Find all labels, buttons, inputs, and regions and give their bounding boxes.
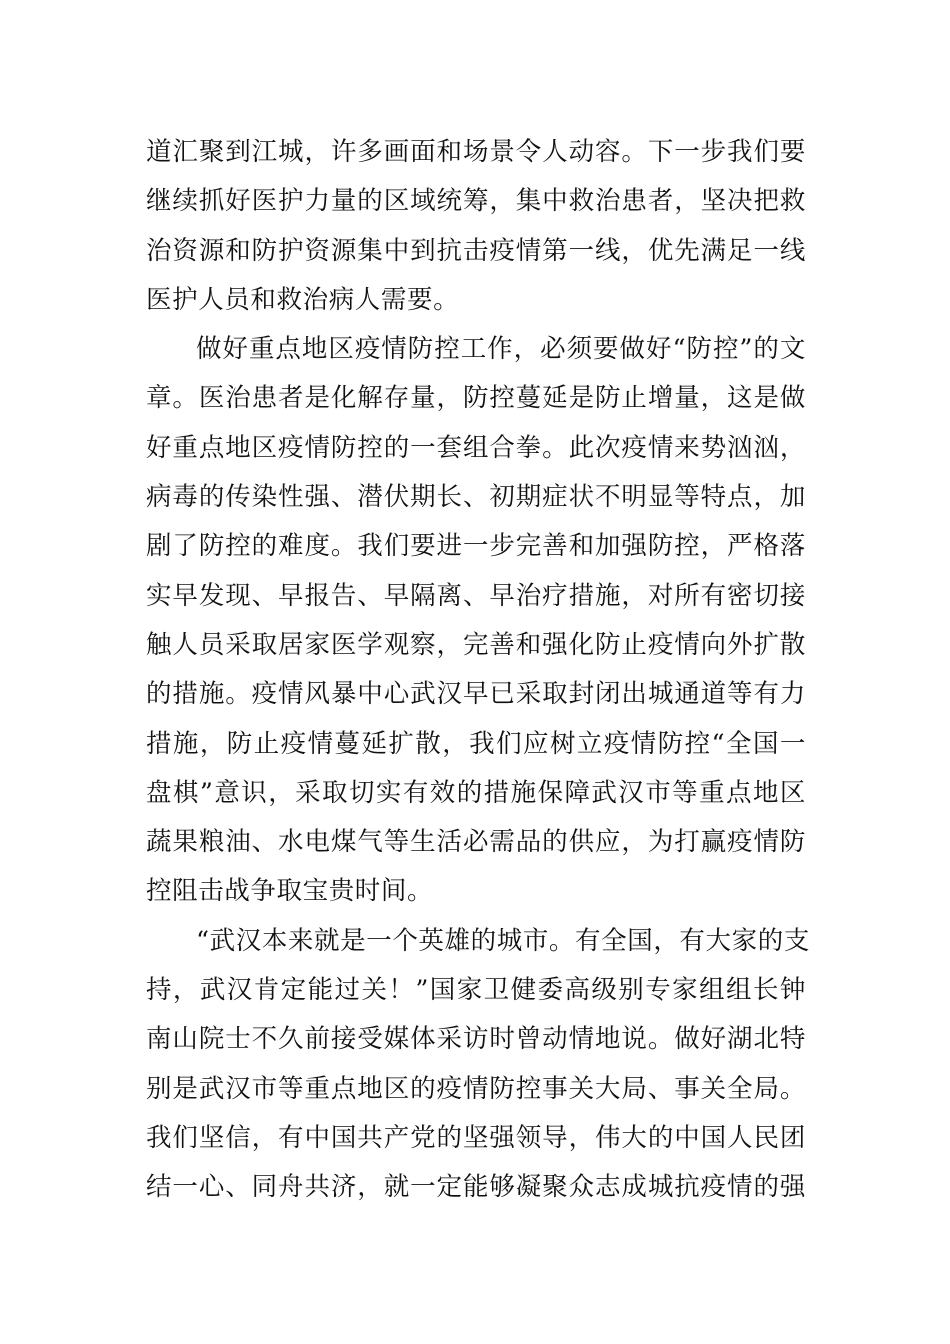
text-line: 别是武汉市等重点地区的疫情防控事关大局、事关全局。 [146,1073,806,1104]
text-line: 盘棋”意识，采取切实有效的措施保障武汉市等重点地区 [146,777,806,808]
text-line: 继续抓好医护力量的区域统筹，集中救治患者，坚决把救 [146,186,806,217]
text-line: 道汇聚到江城，许多画面和场景令人动容。下一步我们要 [146,137,806,167]
text-line: 措施，防止疫情蔓延扩散，我们应树立疫情防控“全国一 [146,728,806,759]
text-line: 剧了防控的难度。我们要进一步完善和加强防控，严格落 [146,531,806,562]
paragraph-first-line: 做好重点地区疫情防控工作，必须要做好“防控”的文 [196,334,806,365]
text-line: 好重点地区疫情防控的一套组合拳。此次疫情来势汹汹， [146,432,806,463]
text-line: 持，武汉肯定能过关！”国家卫健委高级别专家组组长钟 [146,975,806,1006]
text-line: 蔬果粮油、水电煤气等生活必需品的供应，为打赢疫情防 [146,827,806,858]
text-line: 的措施。疫情风暴中心武汉早已采取封闭出城通道等有力 [146,679,806,710]
paragraph-first-line: “武汉本来就是一个英雄的城市。有全国，有大家的支 [196,925,810,956]
text-line: 控阻击战争取宝贵时间。 [146,876,434,907]
document-body [146,128,810,1213]
text-line: 实早发现、早报告、早隔离、早治疗措施，对所有密切接 [146,580,806,611]
text-line: 南山院士不久前接受媒体采访时曾动情地说。做好湖北特 [146,1024,806,1055]
text-line: 触人员采取居家医学观察，完善和强化防止疫情向外扩散 [146,629,806,660]
text-line: 结一心、同舟共济，就一定能够凝聚众志成城抗疫情的强 [146,1172,806,1203]
text-line: 我们坚信，有中国共产党的坚强领导，伟大的中国人民团 [146,1122,806,1153]
text-line: 章。医治患者是化解存量，防控蔓延是防止增量，这是做 [146,383,806,414]
text-line: 治资源和防护资源集中到抗击疫情第一线，优先满足一线 [146,235,806,266]
text-line: 病毒的传染性强、潜伏期长、初期症状不明显等特点，加 [146,482,806,513]
text-line: 医护人员和救治病人需要。 [146,284,460,315]
